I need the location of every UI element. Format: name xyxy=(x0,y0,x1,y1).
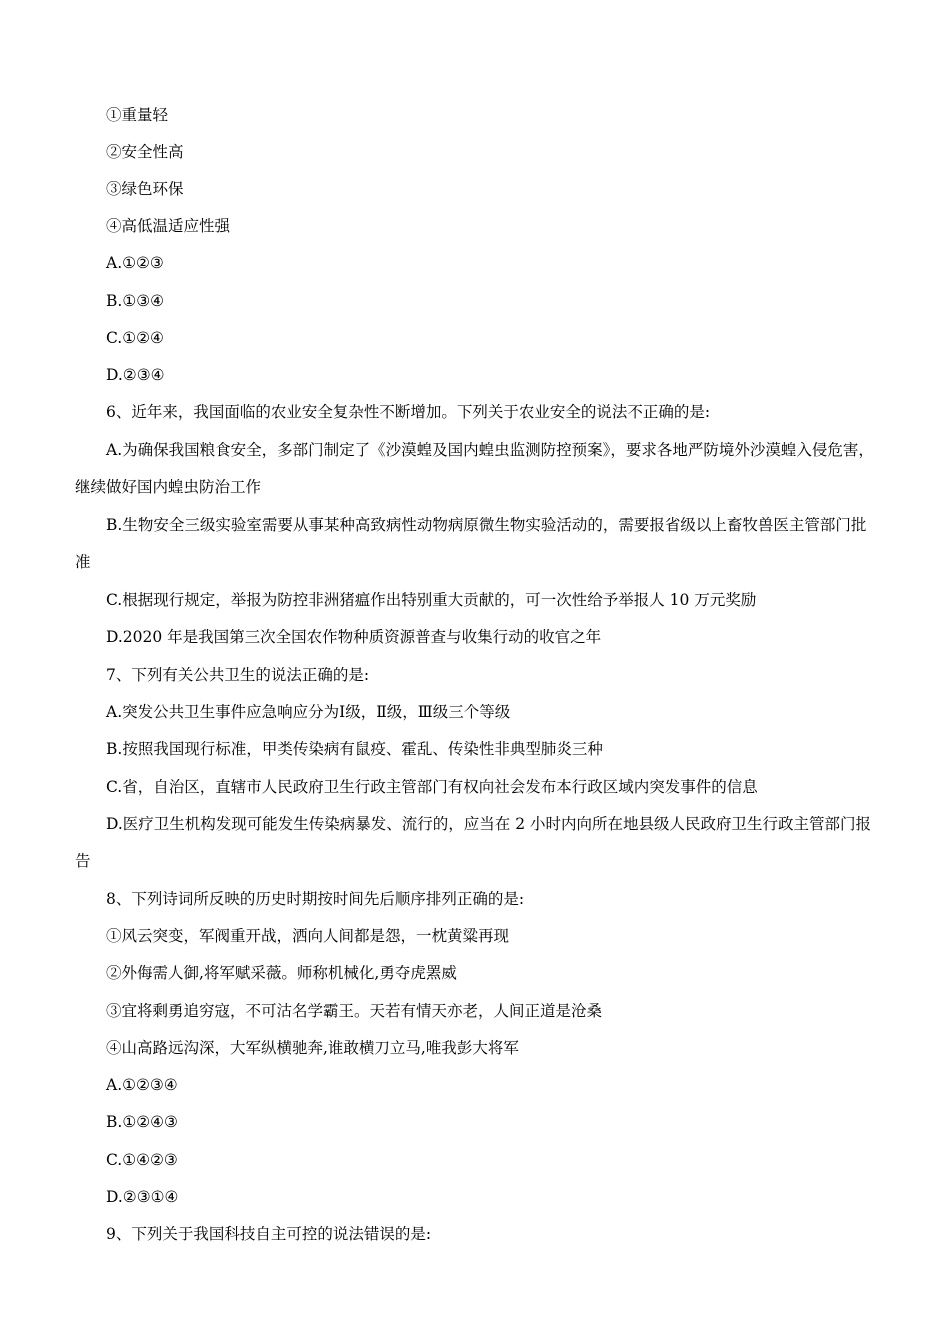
option-line: ③宜将剩勇追穷寇，不可沽名学霸王。天若有情天亦老，人间正道是沧桑 xyxy=(106,1002,603,1020)
answer-choice: D.2020 年是我国第三次全国农作物种质资源普查与收集行动的收官之年 xyxy=(106,628,602,646)
option-line: ①重量轻 xyxy=(106,106,169,124)
answer-choice: A.为确保我国粮食安全，多部门制定了《沙漠蝗及国内蝗虫监测防控预案》，要求各地严防境外沙漠蝗入侵危害，继续做好国内蝗虫防治工作 xyxy=(75,441,874,496)
question-stem: 9、下列关于我国科技自主可控的说法错误的是: xyxy=(106,1225,432,1243)
option-line: ②安全性高 xyxy=(106,143,184,161)
answer-choice: B.按照我国现行标准，甲类传染病有鼠疫、霍乱、传染性非典型肺炎三种 xyxy=(106,740,603,758)
answer-choice: C.①④②③ xyxy=(106,1151,178,1169)
question-stem: 8、下列诗词所反映的历史时期按时间先后顺序排列正确的是: xyxy=(106,890,525,908)
option-line: ④高低温适应性强 xyxy=(106,217,231,235)
answer-choice: D.医疗卫生机构发现可能发生传染病暴发、流行的，应当在 2 小时内向所在地县级人民政府卫生行政主管部门报告 xyxy=(75,815,872,870)
answer-choice: A.①②③ xyxy=(106,254,164,272)
option-line: ①风云突变，军阀重开战，洒向人间都是怨，一枕黄粱再现 xyxy=(106,927,510,945)
answer-choice: C.根据现行规定，举报为防控非洲猪瘟作出特别重大贡献的，可一次性给予举报人 10 万元奖励 xyxy=(106,591,757,609)
option-line: ③绿色环保 xyxy=(106,180,184,198)
answer-choice: D.②③④ xyxy=(106,366,165,384)
question-stem: 7、下列有关公共卫生的说法正确的是: xyxy=(106,666,370,684)
answer-choice: B.生物安全三级实验室需要从事某种高致病性动物病原微生物实验活动的，需要报省级以上畜牧兽医主管部门批准 xyxy=(75,516,867,571)
answer-choice: C.①②④ xyxy=(106,329,164,347)
answer-choice: B.①③④ xyxy=(106,292,165,310)
question-stem: 6、近年来，我国面临的农业安全复杂性不断增加。下列关于农业安全的说法不正确的是: xyxy=(106,403,711,421)
answer-choice: D.②③①④ xyxy=(106,1188,179,1206)
answer-choice: A.突发公共卫生事件应急响应分为Ⅰ级，Ⅱ级，Ⅲ级三个等级 xyxy=(106,703,511,721)
answer-choice: C.省，自治区，直辖市人民政府卫生行政主管部门有权向社会发布本行政区域内突发事件的信息 xyxy=(106,778,758,796)
option-line: ②外侮需人御,将军赋采薇。师称机械化,勇夺虎罴威 xyxy=(106,964,457,982)
answer-choice: A.①②③④ xyxy=(106,1076,178,1094)
answer-choice: B.①②④③ xyxy=(106,1113,178,1131)
option-line: ④山高路远沟深，大军纵横驰奔,谁敢横刀立马,唯我彭大将军 xyxy=(106,1039,519,1057)
